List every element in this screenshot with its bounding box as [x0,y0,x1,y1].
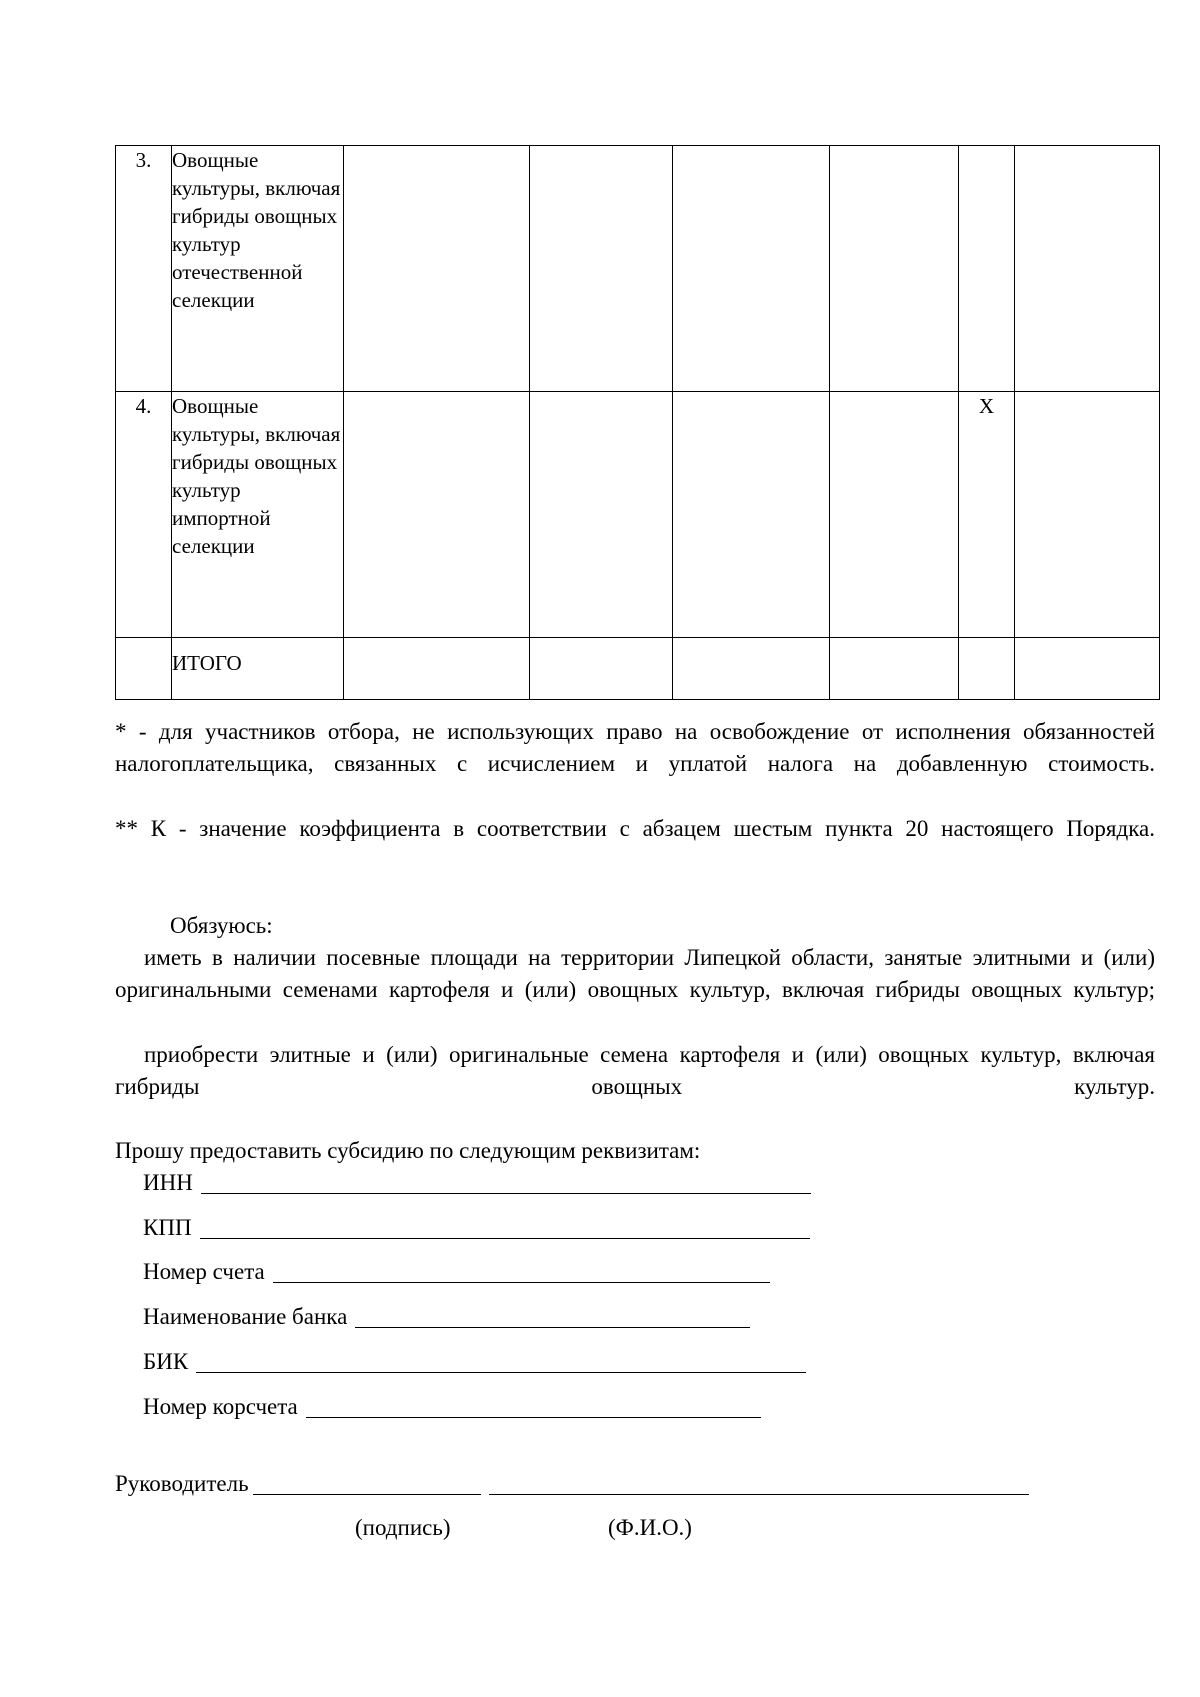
table-cell [1015,392,1160,638]
table-cell [344,638,530,700]
inn-field[interactable] [143,1167,811,1199]
table-cell [830,392,959,638]
crop-name: Овощные культуры, включая гибриды овощных культур импортной селекции [172,392,344,638]
bank-name-input-line[interactable] [355,1327,750,1328]
signature-block [115,1468,1029,1500]
total-row [116,638,1160,700]
table-cell [1015,638,1160,700]
obligations-title: Обязуюсь: [170,913,273,938]
row-number: 3. [116,146,172,392]
crops-table [115,145,1160,700]
bank-name-field[interactable] [143,1301,750,1333]
signature-caption: (подпись) [355,1515,451,1540]
table-row [116,146,1160,392]
account-number-field[interactable] [143,1256,770,1288]
table-cell [959,146,1015,392]
full-name-line[interactable] [489,1494,1029,1495]
account-number-input-line[interactable] [273,1282,770,1283]
table-cell [830,146,959,392]
table-cell [959,638,1015,700]
signature-line[interactable] [253,1494,481,1495]
inn-input-line[interactable] [201,1193,811,1194]
footnote-vat: * - для участников отбора, не использующих право на освобождение от исполнения обязанностей налогоплательщика, связанных с исчислением и уплатой налога на добавленную стоимость. [115,719,1155,776]
corr-account-field[interactable] [143,1391,761,1423]
crop-name: Овощные культуры, включая гибриды овощных культур отечественной селекции [172,146,344,392]
table-cell [116,638,172,700]
table-cell [1015,146,1160,392]
bik-input-line[interactable] [196,1372,806,1373]
table-cell [344,146,530,392]
table-cell [530,146,673,392]
signature-label: Руководитель [115,1471,249,1496]
obligation-item: иметь в наличии посевные площади на территории Липецкой области, занятые элитными и (или) оригинальными семенами картофеля и (или) овощных культур, включая гибриды овощных культур; [115,945,1155,1002]
table-cell [344,392,530,638]
table-row [116,392,1160,638]
row-number: 4. [116,392,172,638]
footnote-coefficient: ** К - значение коэффициента в соответствии с абзацем шестым пункта 20 настоящего Порядка. [115,816,1155,841]
table-cell [530,638,673,700]
kpp-input-line[interactable] [200,1238,810,1239]
requisites-title: Прошу предоставить субсидию по следующим реквизитам: [115,1138,701,1163]
field-label: КПП [143,1215,192,1240]
kpp-field[interactable] [143,1212,810,1244]
field-label: Номер счета [143,1259,265,1284]
obligation-item: приобрести элитные и (или) оригинальные семена картофеля и (или) овощных культур, включая гибриды овощных культур. [115,1042,1155,1099]
field-label: БИК [143,1349,189,1374]
table-cell [830,638,959,700]
field-label: Номер корсчета [143,1394,298,1419]
corr-account-input-line[interactable] [306,1417,761,1418]
cross-mark: Х [959,392,1015,638]
bik-field[interactable] [143,1346,806,1378]
table-cell [673,638,830,700]
total-label: ИТОГО [172,638,344,700]
name-caption: (Ф.И.О.) [608,1515,692,1540]
table-cell [673,392,830,638]
table-cell [673,146,830,392]
table-cell [530,392,673,638]
field-label: Наименование банка [143,1304,348,1329]
field-label: ИНН [143,1170,193,1195]
